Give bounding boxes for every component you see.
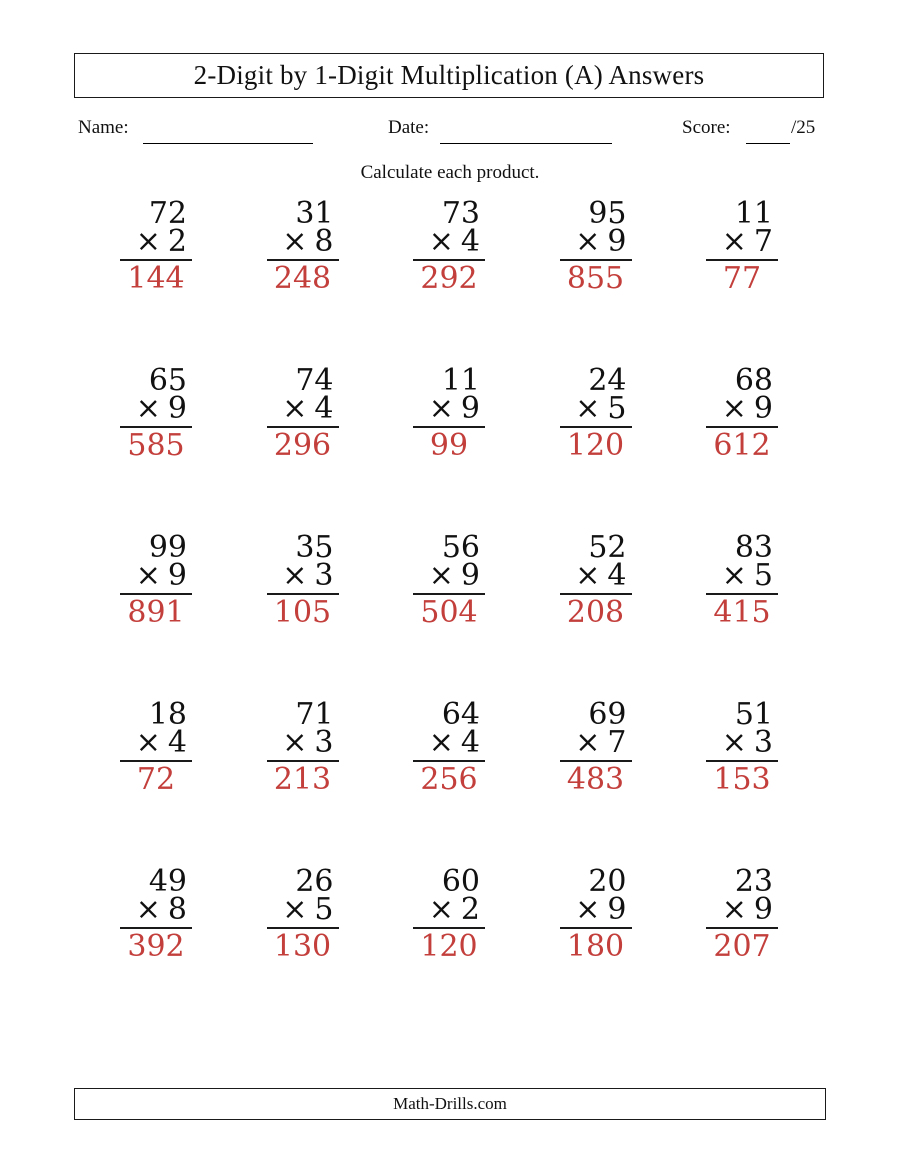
multiplier-row <box>267 725 339 760</box>
multiplier-row <box>267 892 339 927</box>
answer-value: 99 <box>429 428 469 463</box>
multiplier-row <box>267 558 339 593</box>
answer-value: 392 <box>127 929 185 964</box>
multiplicand: 20 <box>588 864 627 899</box>
multiplier-row <box>120 725 192 760</box>
multiply-icon: × <box>721 558 747 593</box>
multiplier: 4 <box>460 725 480 760</box>
multiplication-problem <box>560 196 632 296</box>
score-denominator: /25 <box>791 117 816 138</box>
multiplicand: 64 <box>441 697 480 732</box>
multiplication-problem <box>560 530 632 630</box>
multiplication-problem <box>413 363 485 463</box>
multiplicand: 51 <box>734 697 773 732</box>
multiplier-row <box>560 224 632 259</box>
multiplicand: 73 <box>441 196 480 231</box>
date-input-line <box>440 143 612 144</box>
answer-value: 120 <box>420 929 478 964</box>
multiplication-problem <box>413 530 485 630</box>
answer-value: 292 <box>420 261 478 296</box>
answer-value: 144 <box>127 261 185 296</box>
multiplication-problem <box>560 697 632 797</box>
multiplicand: 99 <box>148 530 187 565</box>
answer-value: 296 <box>273 428 332 463</box>
multiplier-row <box>413 892 485 927</box>
multiplication-problem <box>413 864 485 964</box>
multiply-icon: × <box>135 892 161 927</box>
answer-value: 585 <box>127 428 185 463</box>
multiplier: 3 <box>314 558 334 593</box>
multiplier: 5 <box>314 892 334 927</box>
multiplier-row <box>706 725 778 760</box>
title-box <box>74 53 824 98</box>
multiplication-problem <box>706 697 778 797</box>
multiplier: 5 <box>607 391 627 426</box>
footer-site-name: Math-Drills.com <box>393 1094 507 1113</box>
multiplication-problem <box>413 697 485 797</box>
multiply-icon: × <box>428 558 454 593</box>
multiplicand: 69 <box>588 697 627 732</box>
multiplier: 4 <box>607 558 627 593</box>
multiplication-problem <box>267 697 339 797</box>
answer-value: 891 <box>127 595 185 630</box>
multiplier: 9 <box>167 391 187 426</box>
answer-value: 77 <box>722 261 762 296</box>
multiplier-row <box>706 224 778 259</box>
multiplier: 7 <box>607 725 627 760</box>
multiplication-problem <box>706 864 778 964</box>
multiplier-row <box>120 391 192 426</box>
answer-value: 105 <box>273 595 332 630</box>
answer-value: 415 <box>713 595 771 630</box>
multiply-icon: × <box>428 892 454 927</box>
instruction-text: Calculate each product. <box>360 162 540 183</box>
multiplier: 7 <box>753 224 773 259</box>
multiplication-problem <box>267 196 339 296</box>
answer-value: 130 <box>273 929 332 964</box>
multiply-icon: × <box>135 224 161 259</box>
multiplication-problem <box>706 530 778 630</box>
multiply-icon: × <box>282 725 308 760</box>
multiplicand: 35 <box>295 530 334 565</box>
answer-value: 207 <box>713 929 771 964</box>
multiplier: 3 <box>314 725 334 760</box>
answer-value: 208 <box>566 595 625 630</box>
multiplier: 9 <box>753 892 773 927</box>
multiplier: 3 <box>753 725 773 760</box>
multiplicand: 95 <box>588 196 627 231</box>
multiplicand: 83 <box>734 530 773 565</box>
multiplicand: 49 <box>148 864 187 899</box>
multiplier-row <box>413 224 485 259</box>
multiply-icon: × <box>135 558 161 593</box>
multiply-icon: × <box>135 391 161 426</box>
multiplicand: 23 <box>734 864 773 899</box>
multiply-icon: × <box>721 391 747 426</box>
multiplicand: 68 <box>734 363 773 398</box>
multiplier-row <box>120 892 192 927</box>
name-input-line <box>143 143 313 144</box>
multiplication-problem <box>560 864 632 964</box>
multiplication-problem <box>267 864 339 964</box>
multiply-icon: × <box>575 224 601 259</box>
multiplication-problem <box>413 196 485 296</box>
answer-value: 180 <box>566 929 625 964</box>
multiplier: 5 <box>753 558 773 593</box>
multiplier: 2 <box>167 224 187 259</box>
multiplication-problem <box>560 363 632 463</box>
multiplication-problem <box>267 363 339 463</box>
multiplication-problem <box>120 864 192 964</box>
multiplier: 8 <box>314 224 334 259</box>
multiplicand: 74 <box>295 363 334 398</box>
multiplicand: 65 <box>148 363 187 398</box>
multiplicand: 11 <box>441 363 480 398</box>
multiplier: 4 <box>314 391 334 426</box>
multiplicand: 72 <box>148 196 187 231</box>
multiplier-row <box>706 558 778 593</box>
multiplicand: 56 <box>441 530 480 565</box>
multiplier-row <box>413 391 485 426</box>
multiply-icon: × <box>575 558 601 593</box>
multiplier-row <box>560 725 632 760</box>
date-label: Date: <box>388 117 430 138</box>
answer-value: 504 <box>420 595 478 630</box>
multiplication-problem <box>120 363 192 463</box>
answer-value: 72 <box>136 762 176 797</box>
multiplier-row <box>267 391 339 426</box>
multiply-icon: × <box>282 558 308 593</box>
multiplicand: 18 <box>148 697 187 732</box>
answer-value: 256 <box>420 762 478 797</box>
multiplicand: 71 <box>295 697 334 732</box>
multiplication-problem <box>120 196 192 296</box>
multiplier: 4 <box>460 224 480 259</box>
footer-box <box>74 1088 826 1120</box>
multiply-icon: × <box>282 892 308 927</box>
answer-value: 612 <box>713 428 771 463</box>
multiplication-problem <box>706 363 778 463</box>
answer-value: 248 <box>273 261 332 296</box>
multiplier-row <box>706 892 778 927</box>
multiply-icon: × <box>721 892 747 927</box>
multiply-icon: × <box>282 224 308 259</box>
multiplier-row <box>120 558 192 593</box>
page-title: 2-Digit by 1-Digit Multiplication (A) Answers <box>193 60 705 90</box>
multiplication-problem <box>267 530 339 630</box>
multiplier-row <box>120 224 192 259</box>
multiply-icon: × <box>721 224 747 259</box>
multiplicand: 31 <box>295 196 334 231</box>
answer-value: 120 <box>566 428 625 463</box>
multiplier-row <box>560 892 632 927</box>
problems-grid <box>120 196 778 964</box>
multiplier: 8 <box>167 892 187 927</box>
multiplier: 9 <box>460 558 480 593</box>
multiplier-row <box>267 224 339 259</box>
multiplication-problem <box>706 196 778 296</box>
answer-value: 153 <box>713 762 771 797</box>
multiplicand: 26 <box>295 864 334 899</box>
multiply-icon: × <box>135 725 161 760</box>
multiply-icon: × <box>575 391 601 426</box>
multiplier-row <box>413 558 485 593</box>
multiplicand: 60 <box>441 864 480 899</box>
score-label: Score: <box>682 117 731 138</box>
multiplication-problem <box>120 530 192 630</box>
multiplicand: 24 <box>588 363 627 398</box>
multiply-icon: × <box>428 391 454 426</box>
multiply-icon: × <box>575 725 601 760</box>
multiplier: 2 <box>460 892 480 927</box>
multiplicand: 11 <box>734 196 773 231</box>
multiplier: 9 <box>607 892 627 927</box>
multiply-icon: × <box>721 725 747 760</box>
name-label: Name: <box>78 117 129 138</box>
score-input-line <box>746 143 790 144</box>
multiplier-row <box>413 725 485 760</box>
multiply-icon: × <box>428 224 454 259</box>
multiplier-row <box>560 391 632 426</box>
multiply-icon: × <box>575 892 601 927</box>
multiplier: 4 <box>167 725 187 760</box>
multiplicand: 52 <box>588 530 627 565</box>
answer-value: 855 <box>566 261 625 296</box>
multiplier: 9 <box>753 391 773 426</box>
multiplier-row <box>706 391 778 426</box>
answer-value: 483 <box>566 762 625 797</box>
multiplier-row <box>560 558 632 593</box>
multiplier: 9 <box>607 224 627 259</box>
answer-value: 213 <box>273 762 332 797</box>
multiply-icon: × <box>282 391 308 426</box>
multiply-icon: × <box>428 725 454 760</box>
multiplier: 9 <box>460 391 480 426</box>
multiplication-problem <box>120 697 192 797</box>
multiplier: 9 <box>167 558 187 593</box>
